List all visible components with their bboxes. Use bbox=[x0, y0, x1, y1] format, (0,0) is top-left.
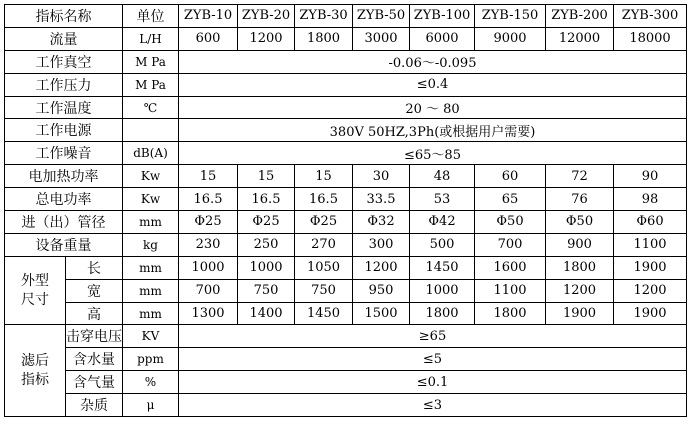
height-row bbox=[5, 302, 687, 325]
table-cell: 15 bbox=[238, 165, 295, 188]
model-header: ZYB-10 bbox=[179, 5, 238, 28]
table-cell: 750 bbox=[238, 279, 295, 302]
model-header: ZYB-100 bbox=[410, 5, 475, 28]
model-header: ZYB-200 bbox=[546, 5, 614, 28]
table-cell: 1200 bbox=[353, 256, 410, 279]
table-cell: 1600 bbox=[475, 256, 546, 279]
table-cell: 1800 bbox=[475, 302, 546, 325]
table-cell: 65 bbox=[475, 188, 546, 211]
weight-row bbox=[5, 233, 687, 256]
water-content-row bbox=[5, 348, 687, 371]
pipe-diameter-label: 进（出）管径 bbox=[5, 211, 123, 234]
table-cell: 3000 bbox=[353, 27, 410, 50]
impurities-unit: μ bbox=[123, 394, 179, 417]
impurities-label: 杂质 bbox=[66, 394, 123, 417]
vacuum-label: 工作真空 bbox=[5, 50, 123, 73]
table-cell: Φ50 bbox=[546, 211, 614, 234]
pressure-unit: M Pa bbox=[123, 73, 179, 96]
name-header: 指标名称 bbox=[5, 5, 123, 28]
temperature-value: 20 ～ 80 bbox=[179, 96, 687, 119]
table-cell: 1100 bbox=[475, 279, 546, 302]
table-cell: 12000 bbox=[546, 27, 614, 50]
impurities-value: ≤3 bbox=[179, 394, 687, 417]
flow-row bbox=[5, 27, 687, 50]
model-header: ZYB-50 bbox=[353, 5, 410, 28]
temperature-unit: ℃ bbox=[123, 96, 179, 119]
table-cell: 1900 bbox=[546, 302, 614, 325]
table-cell: 33.5 bbox=[353, 188, 410, 211]
breakdown-voltage-label: 击穿电压 bbox=[66, 325, 123, 348]
table-cell: 1000 bbox=[238, 256, 295, 279]
table-cell: 18000 bbox=[614, 27, 687, 50]
table-cell: 250 bbox=[238, 233, 295, 256]
table-cell: 15 bbox=[179, 165, 238, 188]
power-supply-value: 380V 50HZ,3Ph(或根据用户需要) bbox=[179, 119, 687, 142]
breakdown-voltage-value: ≥65 bbox=[179, 325, 687, 348]
pipe-diameter-unit: mm bbox=[123, 211, 179, 234]
table-cell: 230 bbox=[179, 233, 238, 256]
table-cell: 700 bbox=[179, 279, 238, 302]
water-content-label: 含水量 bbox=[66, 348, 123, 371]
vacuum-row bbox=[5, 50, 687, 73]
flow-label: 流量 bbox=[5, 27, 123, 50]
total-power-row bbox=[5, 188, 687, 211]
table-cell: 1200 bbox=[546, 279, 614, 302]
table-cell: 16.5 bbox=[295, 188, 353, 211]
table-cell: 1050 bbox=[295, 256, 353, 279]
pressure-value: ≤0.4 bbox=[179, 73, 687, 96]
table-cell: 1800 bbox=[295, 27, 353, 50]
model-header: ZYB-30 bbox=[295, 5, 353, 28]
width-label: 宽 bbox=[66, 279, 123, 302]
pressure-label: 工作压力 bbox=[5, 73, 123, 96]
power-supply-label: 工作电源 bbox=[5, 119, 123, 142]
table-cell: 30 bbox=[353, 165, 410, 188]
pipe-diameter-row bbox=[5, 211, 687, 234]
post-filter-group-label bbox=[5, 325, 66, 417]
table-cell: 300 bbox=[353, 233, 410, 256]
model-header: ZYB-300 bbox=[614, 5, 687, 28]
table-cell: 1000 bbox=[410, 279, 475, 302]
heating-power-unit: Kw bbox=[123, 165, 179, 188]
width-row bbox=[5, 279, 687, 302]
weight-unit: kg bbox=[123, 233, 179, 256]
table-cell: 1800 bbox=[410, 302, 475, 325]
table-cell: 48 bbox=[410, 165, 475, 188]
length-unit: mm bbox=[123, 256, 179, 279]
power-supply-row bbox=[5, 119, 687, 142]
breakdown-voltage-unit: KV bbox=[123, 325, 179, 348]
table-cell: Φ60 bbox=[614, 211, 687, 234]
pressure-row bbox=[5, 73, 687, 96]
table-cell: 500 bbox=[410, 233, 475, 256]
table-cell: 1400 bbox=[238, 302, 295, 325]
gas-content-row bbox=[5, 371, 687, 394]
table-cell: 1500 bbox=[353, 302, 410, 325]
table-cell: Φ32 bbox=[353, 211, 410, 234]
table-cell: 53 bbox=[410, 188, 475, 211]
heating-power-row bbox=[5, 165, 687, 188]
temperature-row bbox=[5, 96, 687, 119]
post-filter-group-label-line1: 滤后 bbox=[21, 352, 49, 369]
noise-label: 工作噪音 bbox=[5, 142, 123, 165]
total-power-label: 总电功率 bbox=[5, 188, 123, 211]
table-cell: 15 bbox=[295, 165, 353, 188]
table-cell: 1300 bbox=[179, 302, 238, 325]
table-cell: 600 bbox=[179, 27, 238, 50]
unit-header: 单位 bbox=[123, 5, 179, 28]
width-unit: mm bbox=[123, 279, 179, 302]
table-cell: 76 bbox=[546, 188, 614, 211]
table-cell: 270 bbox=[295, 233, 353, 256]
vacuum-value: -0.06～-0.095 bbox=[179, 50, 687, 73]
table-cell: Φ25 bbox=[179, 211, 238, 234]
table-cell: 1900 bbox=[614, 302, 687, 325]
table-cell: Φ42 bbox=[410, 211, 475, 234]
weight-label: 设备重量 bbox=[5, 233, 123, 256]
temperature-label: 工作温度 bbox=[5, 96, 123, 119]
post-filter-group-label-line2: 指标 bbox=[21, 371, 49, 388]
table-cell: 1100 bbox=[614, 233, 687, 256]
flow-unit: L/H bbox=[123, 27, 179, 50]
table-cell: Φ25 bbox=[238, 211, 295, 234]
noise-row bbox=[5, 142, 687, 165]
table-cell: 750 bbox=[295, 279, 353, 302]
dimensions-group-label bbox=[5, 256, 66, 325]
table-cell: 16.5 bbox=[238, 188, 295, 211]
table-cell: 1900 bbox=[614, 256, 687, 279]
table-cell: Φ50 bbox=[475, 211, 546, 234]
model-header: ZYB-20 bbox=[238, 5, 295, 28]
total-power-unit: Kw bbox=[123, 188, 179, 211]
noise-value: ≤65～85 bbox=[179, 142, 687, 165]
table-cell: Φ25 bbox=[295, 211, 353, 234]
table-cell: 700 bbox=[475, 233, 546, 256]
table-cell: 1800 bbox=[546, 256, 614, 279]
table-cell: 900 bbox=[546, 233, 614, 256]
table-cell: 72 bbox=[546, 165, 614, 188]
table-cell: 9000 bbox=[475, 27, 546, 50]
dimensions-group-label-line1: 外型 bbox=[21, 272, 49, 289]
table-cell: 1000 bbox=[179, 256, 238, 279]
vacuum-unit: M Pa bbox=[123, 50, 179, 73]
noise-unit: dB(A) bbox=[123, 142, 179, 165]
gas-content-value: ≤0.1 bbox=[179, 371, 687, 394]
table-cell: 1200 bbox=[238, 27, 295, 50]
header-row bbox=[5, 5, 687, 28]
table-cell: 1450 bbox=[410, 256, 475, 279]
length-label: 长 bbox=[66, 256, 123, 279]
table-cell: 6000 bbox=[410, 27, 475, 50]
spec-table bbox=[4, 4, 687, 417]
power-supply-unit bbox=[123, 119, 179, 142]
length-row bbox=[5, 256, 687, 279]
model-header: ZYB-150 bbox=[475, 5, 546, 28]
table-cell: 1450 bbox=[295, 302, 353, 325]
gas-content-unit: % bbox=[123, 371, 179, 394]
table-cell: 98 bbox=[614, 188, 687, 211]
water-content-value: ≤5 bbox=[179, 348, 687, 371]
dimensions-group-label-line2: 尺寸 bbox=[21, 291, 49, 308]
table-cell: 90 bbox=[614, 165, 687, 188]
table-cell: 60 bbox=[475, 165, 546, 188]
table-cell: 16.5 bbox=[179, 188, 238, 211]
height-label: 高 bbox=[66, 302, 123, 325]
breakdown-voltage-row bbox=[5, 325, 687, 348]
heating-power-label: 电加热功率 bbox=[5, 165, 123, 188]
table-cell: 950 bbox=[353, 279, 410, 302]
table-cell: 1200 bbox=[614, 279, 687, 302]
water-content-unit: ppm bbox=[123, 348, 179, 371]
height-unit: mm bbox=[123, 302, 179, 325]
impurities-row bbox=[5, 394, 687, 417]
gas-content-label: 含气量 bbox=[66, 371, 123, 394]
